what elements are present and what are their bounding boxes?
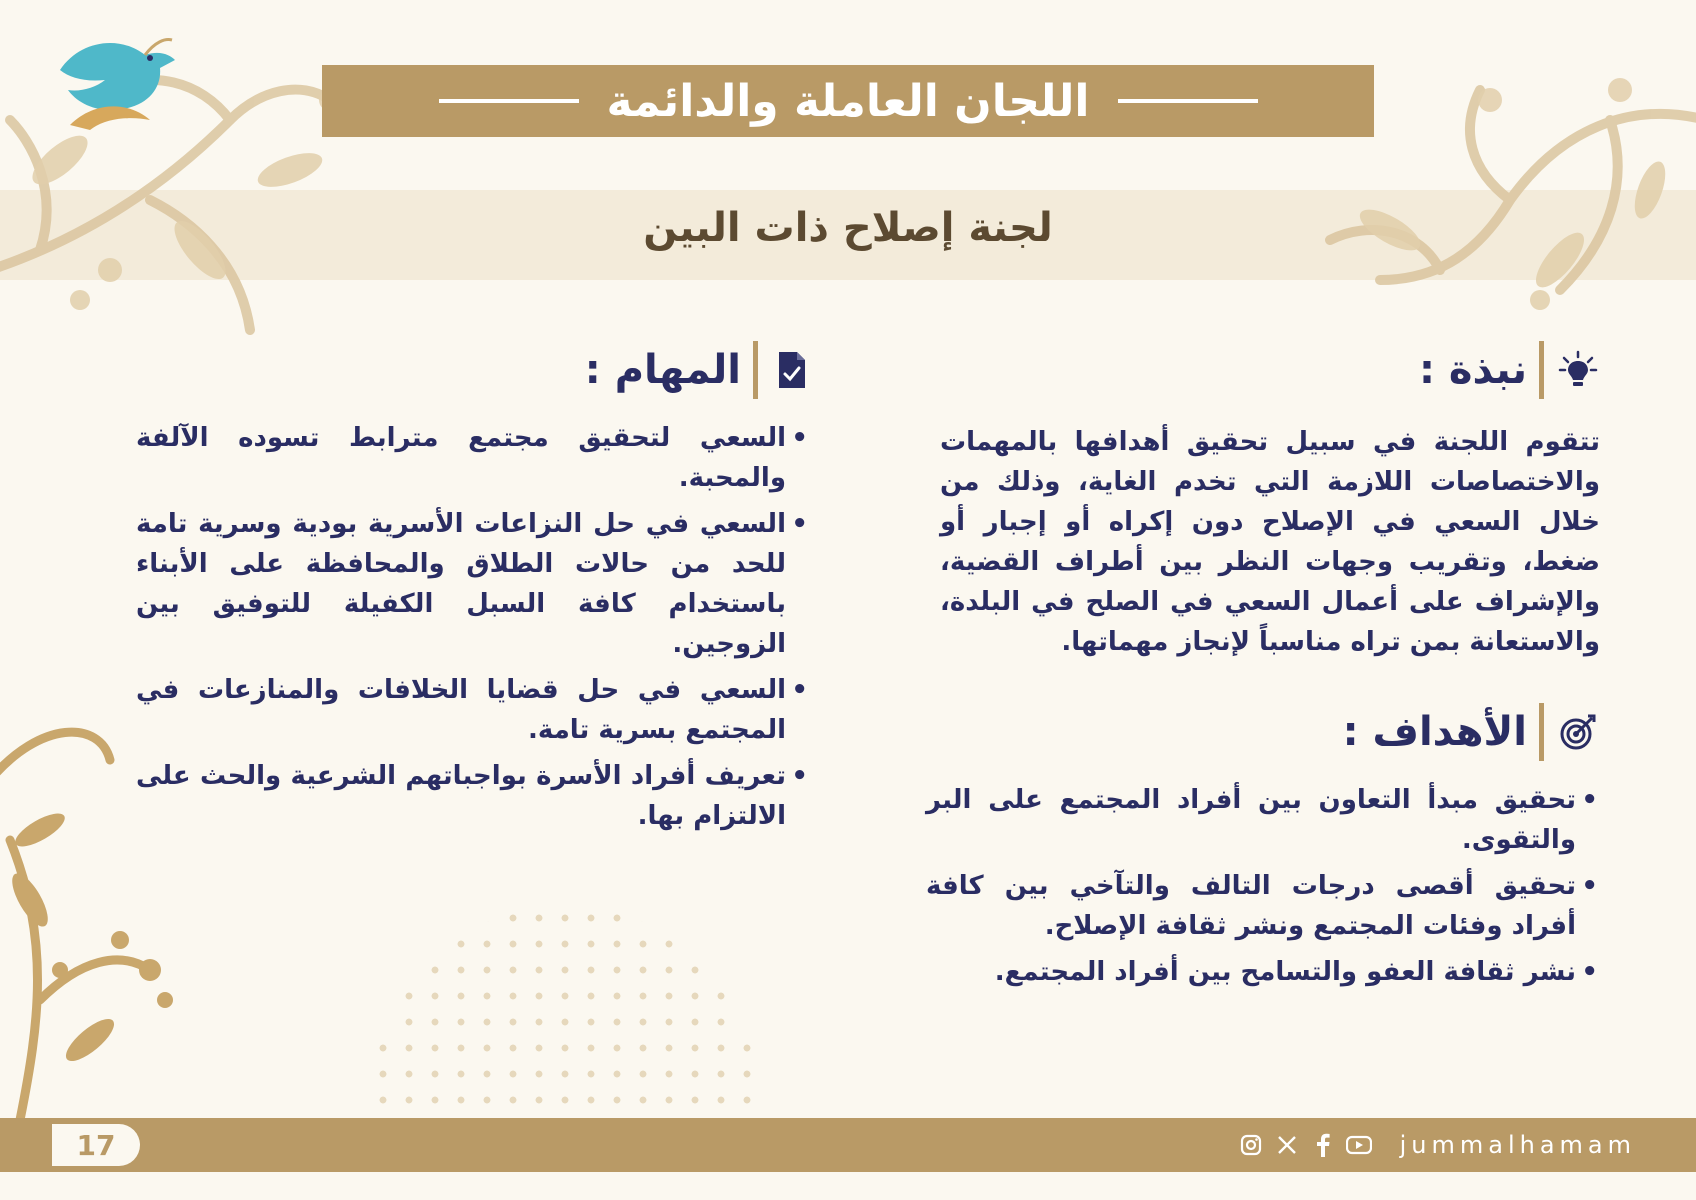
instagram-icon[interactable] [1238,1132,1264,1158]
x-icon[interactable] [1274,1132,1300,1158]
title-rule-left [439,99,579,103]
social-links [1238,1124,1636,1166]
page-number: 17 [52,1124,140,1166]
youtube-icon[interactable] [1346,1132,1372,1158]
heading-divider [1539,341,1544,399]
task-item: • السعي في حل النزاعات الأسرية بودية وسرية تامة للحد من حالات الطلاق والمحافظة على الأبناء باستخدام كافة السبل الكفيلة للتوفيق بين الزوجين. [136,504,786,664]
dot-pattern [370,905,760,1105]
tasks-heading [110,340,814,400]
tasks-heading-label: المهام : [584,347,741,393]
task-item: • السعي في حل قضايا الخلافات والمنازعات في المجتمع بسرية تامة. [136,670,786,750]
task-item: • تعريف أفراد الأسرة بواجباتهم الشرعية والحث على الالتزام بها. [136,756,786,836]
target-icon [1556,710,1600,754]
about-heading [900,340,1600,400]
logo [40,30,180,160]
goal-item: • تحقيق أقصى درجات التالف والتآخي بين كافة أفراد وفئات المجتمع ونشر ثقافة الإصلاح. [926,866,1576,946]
tasks-column [110,340,810,842]
title-rule-right [1118,99,1258,103]
tasks-list [136,418,810,836]
about-heading-label: نبذة : [1419,347,1527,393]
about-text: تتقوم اللجنة في سبيل تحقيق أهدافها بالمهمات والاختصاصات اللازمة التي تخدم الغاية، وذلك من خلال السعي في الإصلاح دون إكراه أو إجبار أو ضغط، وتقريب وجهات النظر بين أطراف القضية، والإشراف على أعمال السعي في الصلح في البلدة، والاستعانة بمن تراه مناسباً لإنجاز مهماتها. [940,427,1600,657]
about-goals-column [900,340,1600,998]
main-title-banner [322,65,1374,137]
social-handle: jummalhamam [1399,1131,1636,1159]
facebook-icon[interactable] [1310,1132,1336,1158]
dove-logo-icon [50,30,180,140]
goals-heading [900,702,1600,762]
page-title: اللجان العاملة والدائمة [606,75,1090,127]
heading-divider [753,341,758,399]
committee-title: لجنة إصلاح ذات البين [643,205,1053,251]
task-item: • السعي لتحقيق مجتمع مترابط تسوده الآلفة والمحبة. [136,418,786,498]
goal-item: • تحقيق مبدأ التعاون بين أفراد المجتمع على البر والتقوى. [926,780,1576,860]
heading-divider [1539,703,1544,761]
lightbulb-icon [1556,348,1600,392]
document-check-icon [770,348,814,392]
goal-item: • نشر ثقافة العفو والتسامح بين أفراد المجتمع. [926,952,1576,992]
goals-heading-label: الأهداف : [1342,709,1527,755]
goals-list [926,780,1600,992]
